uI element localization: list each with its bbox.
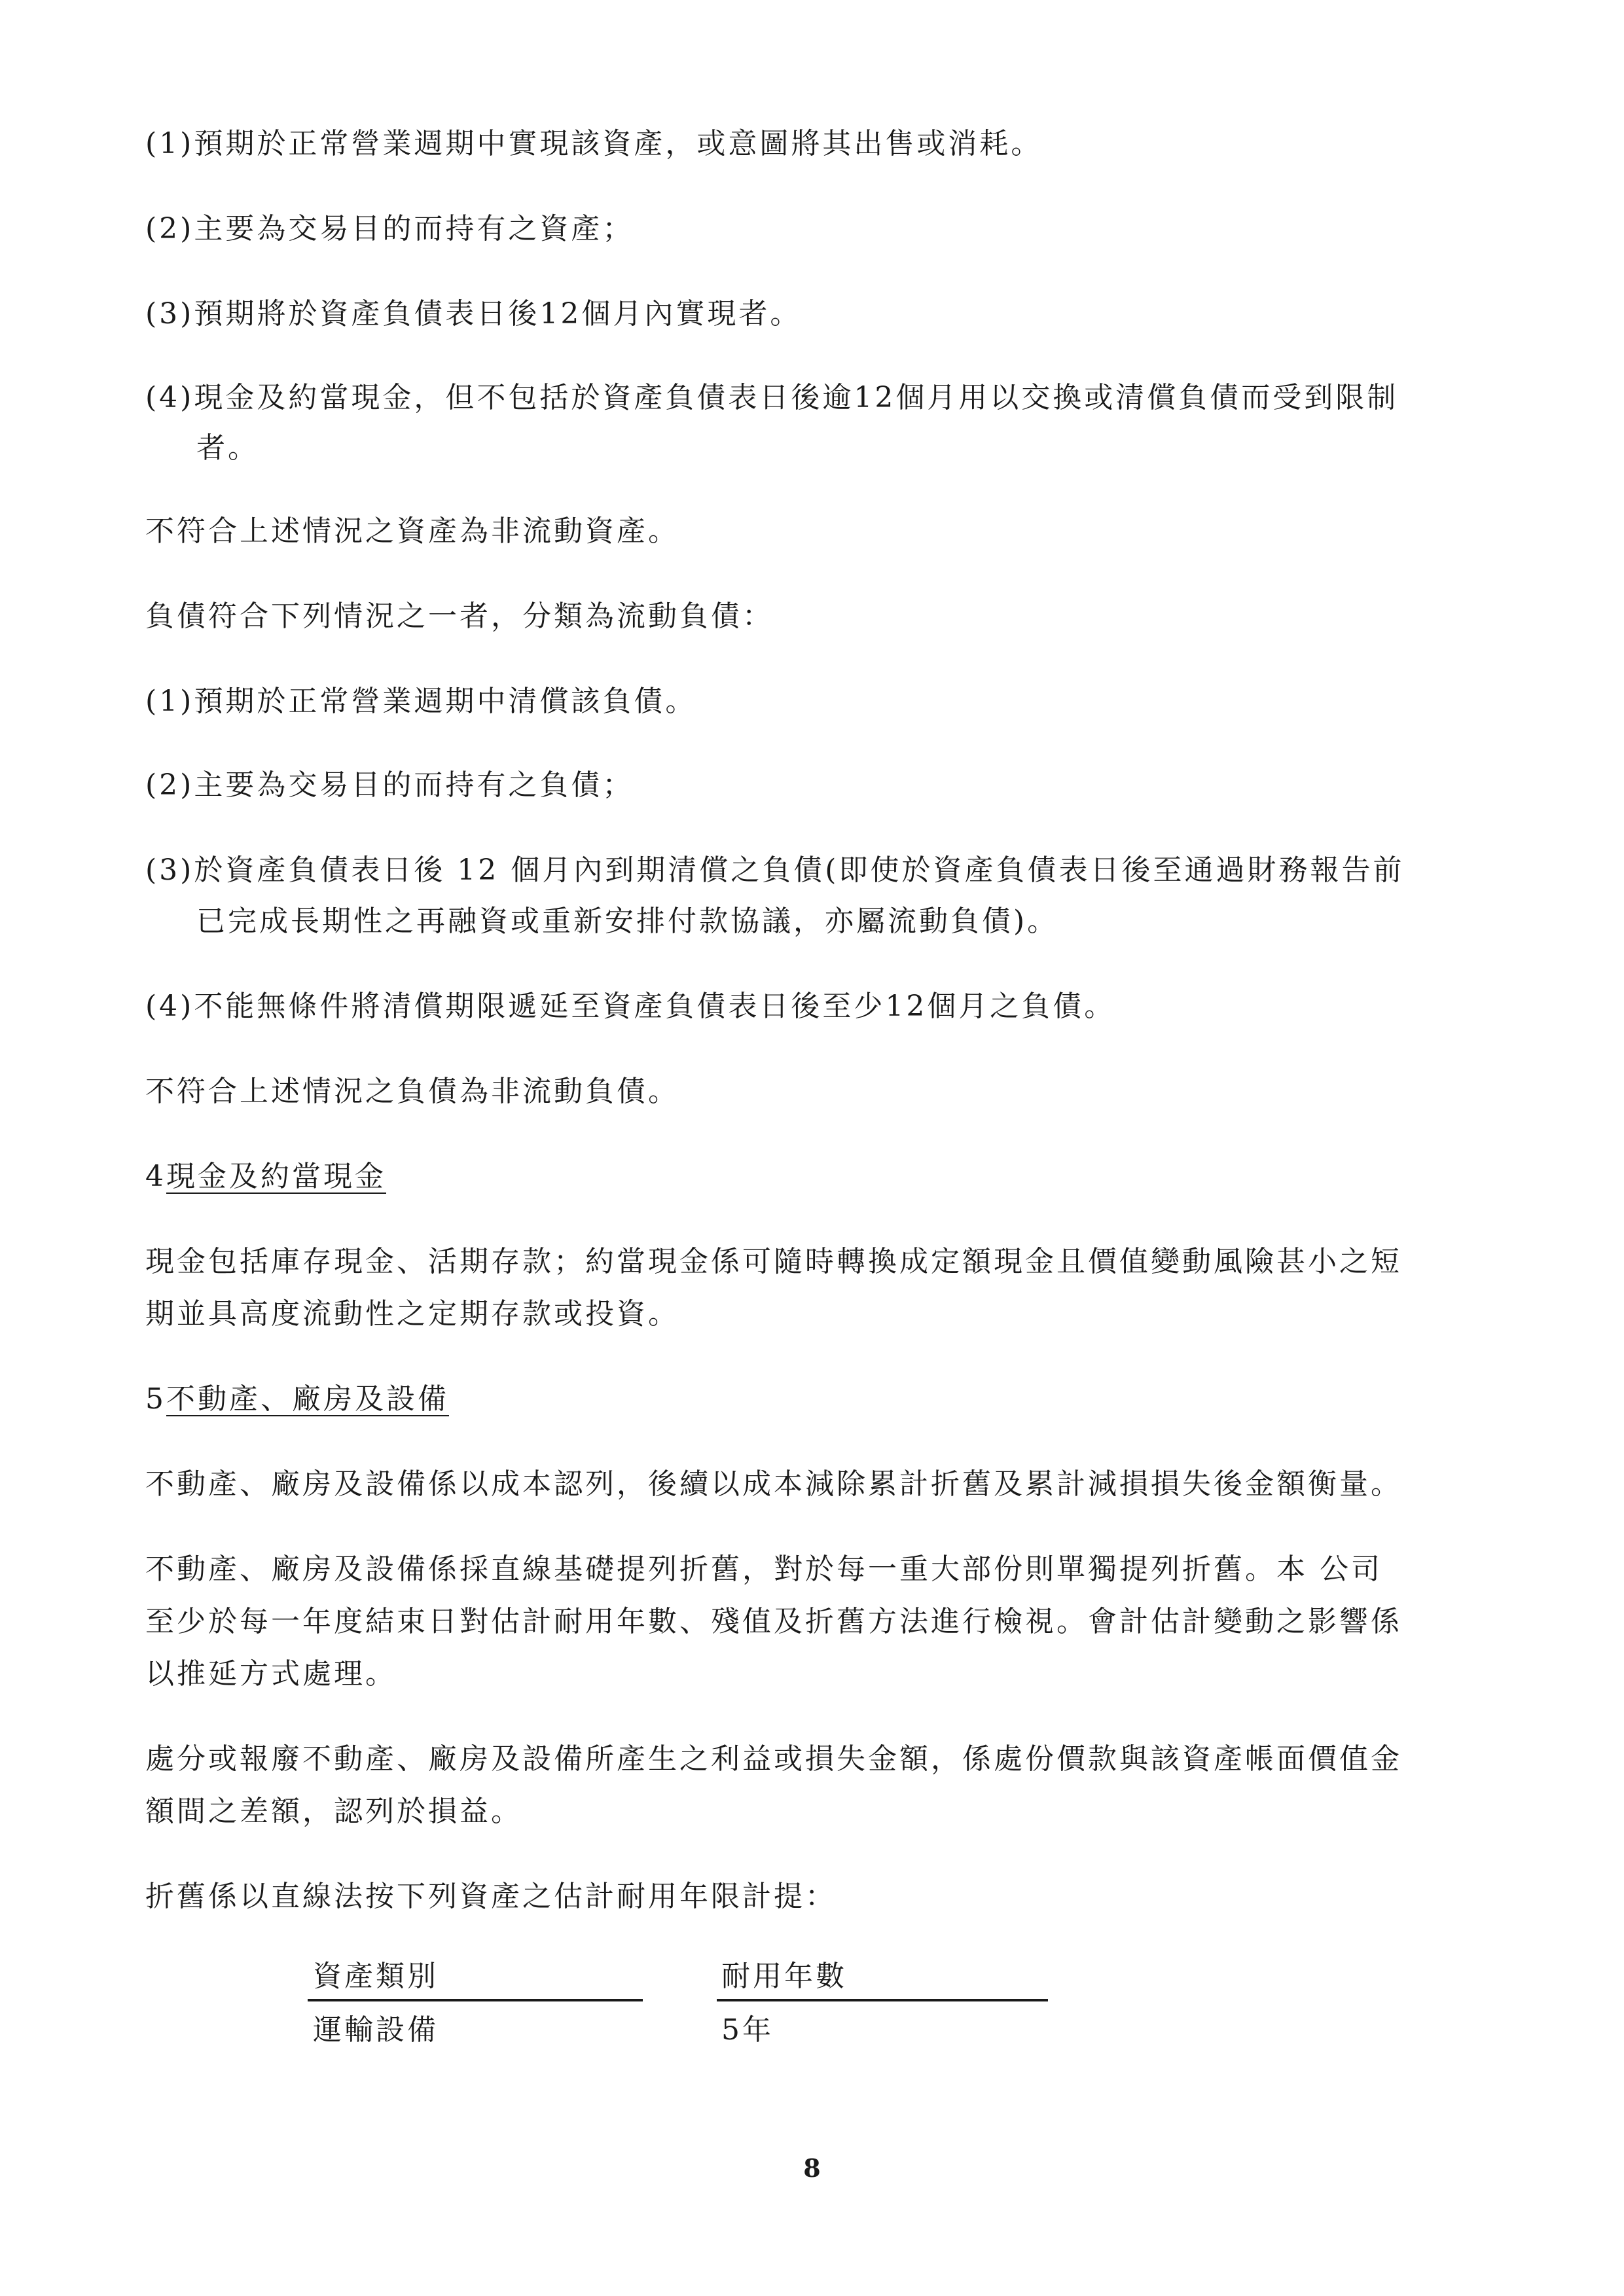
section-5-para-3-line-2: 額間之差額，認列於損益。 (145, 1795, 522, 1828)
section-4-line-1: 現金包括庫存現金、活期存款；約當現金係可隨時轉換成定額現金且價值變動風險甚小之短 (145, 1245, 1402, 1278)
current-asset-criterion-3: (3)預期將於資產負債表日後12個月內實現者。 (145, 297, 802, 331)
section-5-para-2-line-3: 以推延方式處理。 (145, 1657, 397, 1691)
non-current-assets-text: 不符合上述情況之資產為非流動資產。 (145, 514, 679, 548)
section-5-para-2-line-2: 至少於每一年度結束日對估計耐用年數、殘值及折舊方法進行檢視。會計估計變動之影響係 (145, 1605, 1402, 1638)
current-asset-criterion-1: (1)預期於正常營業週期中實現該資產，或意圖將其出售或消耗。 (145, 127, 1043, 160)
table-cell-useful-life: 5年 (721, 2013, 774, 2047)
current-asset-criterion-4-cont: 者。 (196, 431, 259, 465)
current-liability-criterion-4: (4)不能無條件將清償期限遞延至資產負債表日後至少12個月之負債。 (145, 990, 1116, 1023)
table-cell-asset-class: 運輸設備 (313, 2013, 439, 2047)
table-header-useful-life: 耐用年數 (721, 1960, 847, 1993)
table-header-asset-class: 資產類別 (313, 1960, 439, 1993)
table-header-rule-left (308, 1999, 643, 2001)
liabilities-intro: 負債符合下列情況之一者，分類為流動負債： (145, 600, 774, 633)
non-current-liabilities-text: 不符合上述情況之負債為非流動負債。 (145, 1075, 679, 1108)
section-5-para-2-line-1: 不動產、廠房及設備係採直線基礎提列折舊，對於每一重大部份則單獨提列折舊。本 公司 (145, 1552, 1382, 1586)
table-header-rule-right (717, 1999, 1048, 2001)
section-5-heading (145, 1373, 449, 1426)
current-liability-criterion-3: (3)於資產負債表日後 12 個月內到期清償之負債(即使於資產負債表日後至通過財務報告前 (145, 853, 1405, 887)
page-number: 8 (803, 2153, 821, 2183)
current-liability-criterion-2: (2)主要為交易目的而持有之負債； (145, 768, 634, 802)
section-5-para-4: 折舊係以直線法按下列資產之估計耐用年限計提： (145, 1880, 837, 1913)
current-asset-criterion-2: (2)主要為交易目的而持有之資產； (145, 212, 634, 245)
section-4-line-2: 期並具高度流動性之定期存款或投資。 (145, 1297, 679, 1331)
section-4-title: 現金及約當現金 (166, 1160, 386, 1193)
current-liability-criterion-3-cont: 已完成長期性之再融資或重新安排付款協議，亦屬流動負債)。 (196, 905, 1059, 938)
current-asset-criterion-4: (4)現金及約當現金，但不包括於資產負債表日後逾12個月用以交換或清償負債而受到限制 (145, 381, 1399, 414)
section-4-number: 4 (145, 1160, 166, 1193)
section-5-title: 不動產、廠房及設備 (166, 1382, 449, 1416)
section-5-number: 5 (145, 1382, 166, 1416)
current-liability-criterion-1: (1)預期於正常營業週期中清償該負債。 (145, 685, 697, 718)
section-5-para-1: 不動產、廠房及設備係以成本認列，後續以成本減除累計折舊及累計減損損失後金額衡量。 (145, 1467, 1402, 1501)
section-5-para-3-line-1: 處分或報廢不動產、廠房及設備所產生之利益或損失金額，係處份價款與該資產帳面價值金 (145, 1742, 1402, 1776)
section-4-heading (145, 1151, 386, 1203)
